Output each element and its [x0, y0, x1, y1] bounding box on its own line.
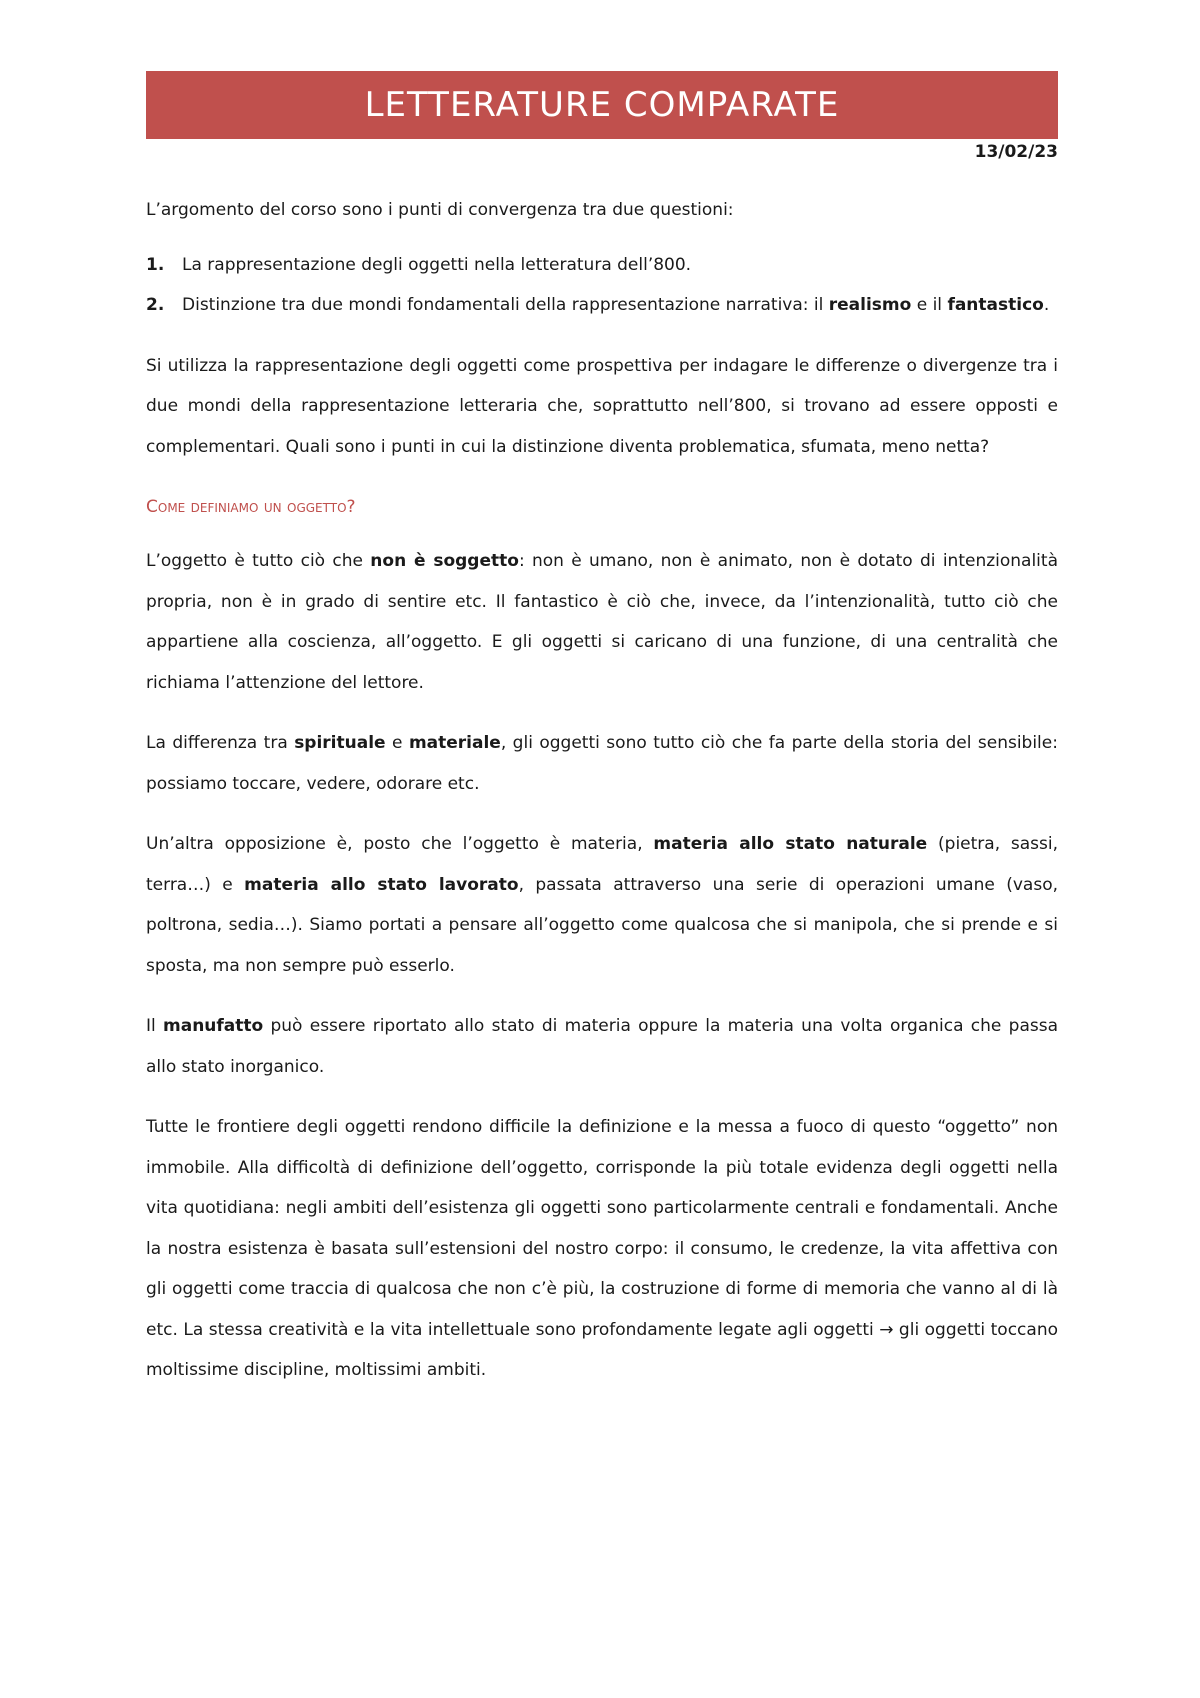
list-item-text: Distinzione tra due mondi fondamentali della rappresentazione narrativa: il realismo e il fantastico. — [182, 295, 1050, 315]
intro-paragraph: L’argomento del corso sono i punti di convergenza tra due questioni: — [146, 200, 734, 220]
document-title: LETTERATURE COMPARATE — [364, 85, 840, 125]
body-paragraph: L’oggetto è tutto ciò che non è soggetto: non è umano, non è animato, non è dotato di intenzionalità propria, non è in grado di sentire etc. Il fantastico è ciò che, invece, da l’intenzionalità, tutto ciò che appartiene alla coscienza, all’oggetto. E gli oggetti si caricano di una funzione, di una centralità che richiama l’attenzione del lettore. — [146, 551, 1058, 693]
body-paragraph: Tutte le frontiere degli oggetti rendono difficile la definizione e la messa a fuoco di questo “oggetto” non immobile. Alla difficoltà di definizione dell’oggetto, corrisponde la più totale evidenza degli oggetti nella vita quotidiana: negli ambiti dell’esistenza gli oggetti sono particolarmente centrali e fondamentali. Anche la nostra esistenza è basata sull’estensioni del nostro corpo: il consumo, le credenze, la vita affettiva con gli oggetti come traccia di qualcosa che non c’è più, la costruzione di forme di memoria che vanno al di là etc. La stessa creatività e la vita intellettuale sono profondamente legate agli oggetti → gli oggetti toccano moltissime discipline, moltissimi ambiti. — [146, 1117, 1058, 1380]
bold-term: materia allo stato naturale — [653, 834, 928, 854]
bold-term: manufatto — [163, 1016, 264, 1036]
list-number: 1. — [146, 254, 165, 275]
bold-term: non è soggetto — [370, 551, 519, 571]
bold-term: materiale — [408, 733, 501, 753]
list-number: 2. — [146, 295, 165, 315]
body-paragraph: Il manufatto può essere riportato allo stato di materia oppure la materia una volta organica che passa allo stato inorganico. — [146, 1016, 1058, 1077]
body-paragraph: Un’altra opposizione è, posto che l’oggetto è materia, materia allo stato naturale (pietra, sassi, terra…) e materia allo stato lavorato, passata attraverso una serie di operazioni umane (vaso, poltrona, sedia…). Siamo portati a pensare all’oggetto come qualcosa che si manipola, che si prende e si sposta, ma non sempre può esserlo. — [146, 834, 1059, 976]
body-paragraph: Si utilizza la rappresentazione degli oggetti come prospettiva per indagare le differenze o divergenze tra i due mondi della rappresentazione letteraria che, soprattutto nell’800, si trovano ad essere opposti e complementari. Quali sono i punti in cui la distinzione diventa problematica, sfumata, meno netta? — [146, 355, 1058, 457]
bold-term: realismo — [828, 295, 912, 315]
document-body — [146, 190, 1058, 1411]
bold-term: fantastico — [947, 295, 1044, 315]
document-date: 13/02/23 — [974, 142, 1058, 162]
bold-term: spirituale — [294, 733, 386, 753]
section-heading: Come definiamo un oggetto? — [146, 497, 356, 517]
numbered-list — [146, 245, 1058, 326]
body-paragraph: La differenza tra spirituale e materiale, gli oggetti sono tutto ciò che fa parte della storia del sensibile: possiamo toccare, vedere, odorare etc. — [146, 733, 1058, 794]
list-item-text: La rappresentazione degli oggetti nella letteratura dell’800. — [182, 254, 692, 275]
title-banner — [146, 71, 1058, 139]
list-item — [146, 245, 1058, 286]
bold-term: materia allo stato lavorato — [244, 874, 519, 895]
list-item — [146, 285, 1058, 326]
